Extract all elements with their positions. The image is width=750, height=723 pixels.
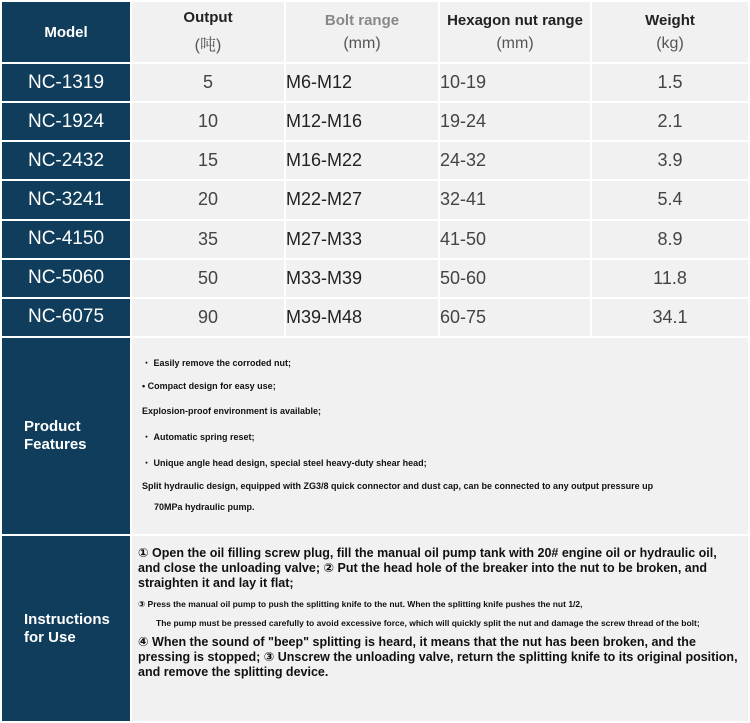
bolt-cell: M27-M33 (286, 221, 438, 258)
header-output-unit: (吨) (194, 37, 222, 55)
model-cell: NC-1924 (2, 103, 130, 140)
model-cell: NC-4150 (2, 221, 130, 258)
features-label (2, 338, 130, 535)
table-row (2, 181, 748, 218)
header-weight-title: Weight (645, 11, 695, 29)
output-cell: 90 (132, 299, 284, 336)
model-cell: NC-3241 (2, 181, 130, 218)
features-body (132, 338, 748, 535)
weight-cell: 3.9 (592, 142, 748, 179)
weight-cell: 11.8 (592, 260, 748, 297)
weight-cell: 34.1 (592, 299, 748, 336)
weight-cell: 5.4 (592, 181, 748, 218)
header-output-title: Output (183, 9, 233, 27)
instructions-label (2, 536, 130, 721)
weight-cell: 8.9 (592, 221, 748, 258)
output-cell: 10 (132, 103, 284, 140)
header-bolt-unit: (mm) (343, 34, 381, 52)
header-row (2, 2, 748, 62)
bolt-cell: M33-M39 (286, 260, 438, 297)
header-output (132, 2, 284, 62)
table-row (2, 103, 748, 140)
nut-cell: 50-60 (440, 260, 590, 297)
nut-cell: 41-50 (440, 221, 590, 258)
instructions-label-line1: Instructions (24, 610, 110, 628)
header-bolt-title: Bolt range (324, 11, 400, 29)
nut-cell: 32-41 (440, 181, 590, 218)
instruction-step-3-note: The pump must be pressed carefully to avoid excessive force, which will quickly split the nut and damage the screw thread of the bolt; (156, 618, 700, 629)
header-bolt (286, 2, 438, 62)
instruction-step-4: ④ When the sound of "beep" splitting is heard, it means that the nut has been broken, and the pressing is stopped; ③ Unscrew the unloading valve, return the splitting knife to its original position, and remove the splitting device. (138, 635, 738, 680)
table-row (2, 64, 748, 101)
features-label-line1: Product (24, 418, 81, 436)
output-cell: 20 (132, 181, 284, 218)
table-row (2, 221, 748, 258)
model-cell: NC-1319 (2, 64, 130, 101)
feature-item: ・ Automatic spring reset; (142, 431, 255, 442)
feature-item: ・ Unique angle head design, special steel heavy-duty shear head; (142, 457, 427, 468)
header-nut (440, 2, 590, 62)
table-row (2, 142, 748, 179)
nut-cell: 10-19 (440, 64, 590, 101)
bolt-cell: M22-M27 (286, 181, 438, 218)
instruction-step-3: ③ Press the manual oil pump to push the splitting knife to the nut. When the splitting knife pushes the nut 1/2, (138, 599, 583, 610)
instructions-body (132, 536, 748, 721)
features-label-line2: Features (24, 436, 87, 454)
output-cell: 50 (132, 260, 284, 297)
table-row (2, 260, 748, 297)
header-nut-title: Hexagon nut range (447, 11, 583, 29)
feature-item: Split hydraulic design, equipped with ZG3/8 quick connector and dust cap, can be connected to any output pressure up (142, 480, 654, 491)
nut-cell: 19-24 (440, 103, 590, 140)
bolt-cell: M12-M16 (286, 103, 438, 140)
bolt-cell: M16-M22 (286, 142, 438, 179)
header-weight (592, 2, 748, 62)
feature-item: Explosion-proof environment is available; (142, 405, 322, 416)
bolt-cell: M39-M48 (286, 299, 438, 336)
weight-cell: 2.1 (592, 103, 748, 140)
output-cell: 5 (132, 64, 284, 101)
nut-cell: 24-32 (440, 142, 590, 179)
instruction-step-1: ① Open the oil filling screw plug, fill the manual oil pump tank with 20# engine oil or hydraulic oil, and close the unloading valve; ② Put the head hole of the breaker into the nut to be broken, and straighten it and lay it flat; (138, 546, 717, 591)
nut-cell: 60-75 (440, 299, 590, 336)
instructions-row (2, 536, 748, 721)
instructions-label-line2: for Use (24, 628, 76, 646)
table-row (2, 299, 748, 336)
model-cell: NC-2432 (2, 142, 130, 179)
feature-item: ・ Easily remove the corroded nut; (142, 357, 292, 368)
model-cell: NC-5060 (2, 260, 130, 297)
features-row (2, 338, 748, 535)
model-cell: NC-6075 (2, 299, 130, 336)
header-weight-unit: (kg) (656, 34, 684, 52)
feature-item: • Compact design for easy use; (142, 380, 276, 391)
feature-item: 70MPa hydraulic pump. (154, 501, 255, 512)
output-cell: 35 (132, 221, 284, 258)
header-model: Model (2, 2, 130, 62)
header-nut-unit: (mm) (496, 34, 534, 52)
weight-cell: 1.5 (592, 64, 748, 101)
output-cell: 15 (132, 142, 284, 179)
bolt-cell: M6-M12 (286, 64, 438, 101)
